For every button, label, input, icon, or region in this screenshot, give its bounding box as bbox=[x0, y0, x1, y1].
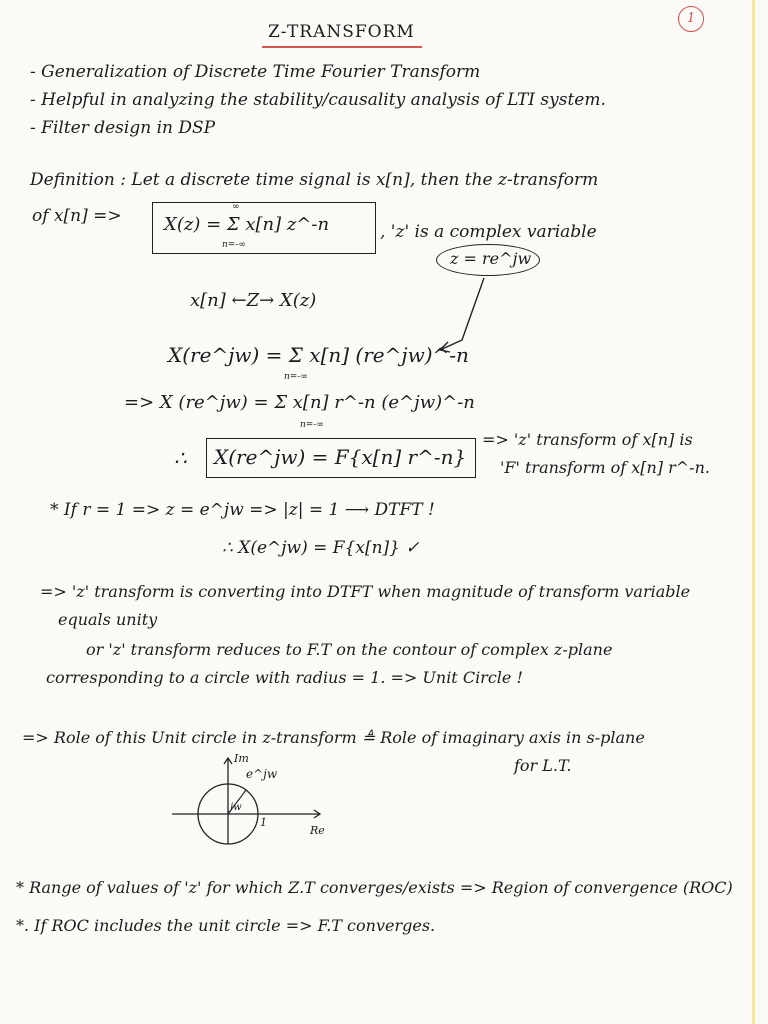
therefore-symbol: ∴ bbox=[174, 446, 187, 470]
bullet-1: - Generalization of Discrete Time Fourier Transform bbox=[30, 62, 481, 82]
page-title: Z-TRANSFORM bbox=[268, 22, 415, 42]
e-jw-label: e^jw bbox=[246, 767, 278, 781]
definition-line: Definition : Let a discrete time signal is x[n], then the z-transform bbox=[30, 170, 599, 190]
margin-line bbox=[752, 0, 755, 1024]
role-line: => Role of this Unit circle in z-transform ≜ Role of imaginary axis in s-plane bbox=[22, 728, 645, 747]
angle-label: jw bbox=[230, 802, 242, 813]
roc-unit-circle: *. If ROC includes the unit circle => F.T converges. bbox=[16, 916, 436, 935]
z-definition: z = re^jw bbox=[450, 249, 532, 268]
derivation-line-1: X(re^jw) = Σ x[n] (re^jw)^-n bbox=[168, 343, 469, 367]
bullet-3: - Filter design in DSP bbox=[30, 118, 216, 138]
role-line-2: for L.T. bbox=[514, 756, 572, 775]
conversion-line-4: corresponding to a circle with radius = 1. => Unit Circle ! bbox=[46, 668, 523, 687]
roc-definition: * Range of values of 'z' for which Z.T converges/exists => Region of convergence (ROC) bbox=[16, 878, 733, 897]
definition-sum-lower: n=-∞ bbox=[222, 240, 246, 250]
definition-prefix: of x[n] => bbox=[32, 206, 122, 226]
derivation-sum-lower-2: n=-∞ bbox=[300, 420, 324, 430]
re-label: Re bbox=[310, 824, 325, 837]
transform-pair: x[n] ←Z→ X(z) bbox=[190, 290, 317, 311]
derivation-line-2: => X (re^jw) = Σ x[n] r^-n (e^jw)^-n bbox=[124, 392, 475, 413]
conversion-line-1: => 'z' transform is converting into DTFT when magnitude of transform variable bbox=[40, 582, 691, 601]
im-label: Im bbox=[234, 752, 249, 765]
one-label: 1 bbox=[260, 816, 267, 829]
result-formula: X(re^jw) = F{x[n] r^-n} bbox=[214, 445, 467, 469]
if-r-equals-one: * If r = 1 => z = e^jw => |z| = 1 ⟶ DTFT ! bbox=[50, 500, 435, 520]
complex-variable-note: , 'z' is a complex variable bbox=[380, 222, 597, 242]
definition-sum-upper: ∞ bbox=[232, 202, 240, 212]
conversion-line-3: or 'z' transform reduces to F.T on the contour of complex z-plane bbox=[86, 640, 613, 659]
dtft-result: ∴ X(e^jw) = F{x[n]} ✓ bbox=[222, 538, 420, 558]
bullet-2: - Helpful in analyzing the stability/causality analysis of LTI system. bbox=[30, 90, 606, 110]
result-note-2: 'F' transform of x[n] r^-n. bbox=[500, 458, 710, 477]
title-underline bbox=[262, 46, 422, 48]
definition-formula: X(z) = Σ x[n] z^-n bbox=[164, 214, 330, 235]
page-number: 1 bbox=[678, 6, 704, 32]
derivation-sum-lower-1: n=-∞ bbox=[284, 372, 308, 382]
result-note-1: => 'z' transform of x[n] is bbox=[482, 430, 693, 449]
unit-circle-diagram bbox=[170, 752, 340, 852]
conversion-line-2: equals unity bbox=[58, 610, 158, 629]
